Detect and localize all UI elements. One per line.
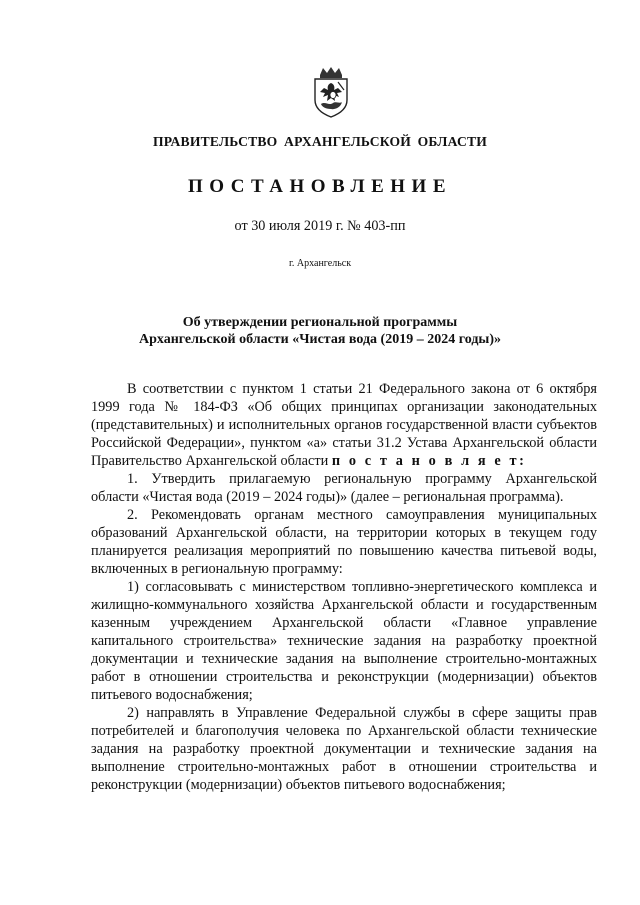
preamble-paragraph bbox=[91, 380, 597, 470]
item-2-paragraph: 2. Рекомендовать органам местного самоуправления муниципальных образований Архангельской области, на территории которых в текущем году планируется реализация мероприятий по повышению качества питьевой воды, включенных в региональную программу: bbox=[91, 507, 597, 577]
item-1-paragraph: 1. Утвердить прилагаемую региональную программу Архангельской области «Чистая вода (2019 – 2024 годы)» (далее – региональная программа). bbox=[91, 471, 597, 505]
resolves-colon: : bbox=[519, 453, 524, 469]
arkhangelsk-coat-of-arms-icon bbox=[311, 66, 351, 118]
organization-name: ПРАВИТЕЛЬСТВО АРХАНГЕЛЬСКОЙ ОБЛАСТИ bbox=[153, 134, 487, 149]
document-title bbox=[0, 314, 640, 348]
item-2-1-paragraph: 1) согласовывать с министерством топливно-энергетического комплекса и жилищно-коммунального хозяйства Архангельской области и государственным казенным учреждением Архангельской области «Главное управление капитального строительства» технические задания на разработку проектной документации и технические задания на выполнение строительно-монтажных работ в отношении строительства и реконструкции (модернизации) объектов питьевого водоснабжения; bbox=[91, 579, 597, 703]
resolves-word: п о с т а н о в л я е т bbox=[331, 453, 520, 469]
item-2-2-paragraph: 2) направлять в Управление Федеральной службы в сфере защиты прав потребителей и благополучия человека по Архангельской области технические задания на разработку проектной документации и технические задания на выполнение строительно-монтажных работ в отношении строительства и реконструкции (модернизации) объектов питьевого водоснабжения; bbox=[91, 705, 597, 793]
document-title-line-2: Архангельской области «Чистая вода (2019 – 2024 годы)» bbox=[138, 332, 501, 347]
preamble-text: В соответствии с пунктом 1 статьи 21 Федерального закона от 6 октября 1999 года № 184-ФЗ «Об общих принципах организации законодательных (представительных) и исполнительных органов государственной власти субъектов Российской Федерации», пунктом «а» статьи 31.2 Устава Архангельской области Правительство Архангельской области bbox=[91, 381, 597, 469]
document-type: ПОСТАНОВЛЕНИЕ bbox=[187, 176, 453, 197]
document-body bbox=[91, 380, 597, 794]
document-title-line-1: Об утверждении региональной программы bbox=[182, 315, 458, 330]
document-date-number: от 30 июля 2019 г. № 403-пп bbox=[234, 218, 406, 234]
document-city: г. Архангельск bbox=[288, 258, 352, 269]
